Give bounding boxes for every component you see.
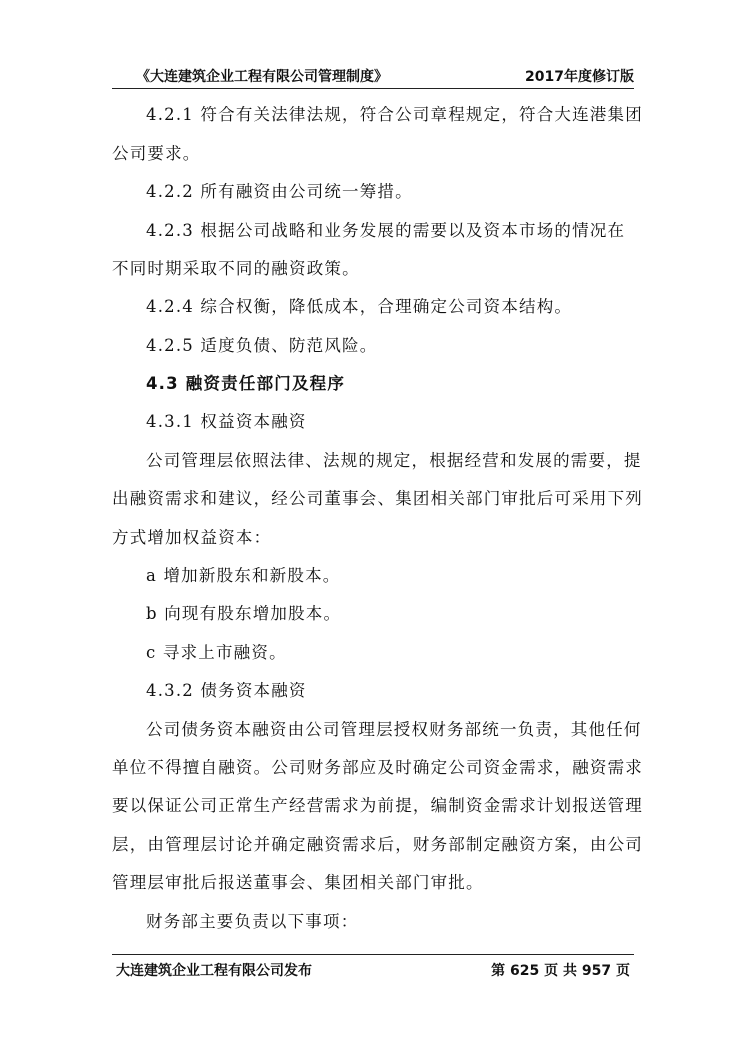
paragraph-line: 公司债务资本融资由公司管理层授权财务部统一负责，其他任何 [146,720,642,739]
paragraph-line: 4.2.4 综合权衡，降低成本，合理确定公司资本结构。 [146,297,573,316]
paragraph-line: 财务部主要负责以下事项： [146,912,359,931]
subsection-heading: 4.3.1 权益资本融资 [146,412,307,431]
header-title: 《大连建筑企业工程有限公司管理制度》 [136,69,388,85]
paragraph-line: 4.2.5 适度负债、防范风险。 [146,336,378,355]
list-item: a 增加新股东和新股本。 [146,566,341,585]
list-item: c 寻求上市融资。 [146,643,287,662]
section-heading: 4.3 融资责任部门及程序 [146,374,346,393]
paragraph-line: 出融资需求和建议，经公司董事会、集团相关部门审批后可采用下列 [112,489,643,508]
subsection-heading: 4.3.2 债务资本融资 [146,681,307,700]
paragraph-line: 层，由管理层讨论并确定融资需求后，财务部制定融资方案，由公司 [112,835,643,854]
footer-publisher: 大连建筑企业工程有限公司发布 [116,963,312,979]
list-item: b 向现有股东增加股本。 [146,604,342,623]
header-edition: 2017年度修订版 [525,69,634,85]
paragraph-line: 管理层审批后报送董事会、集团相关部门审批。 [112,873,484,892]
page-header [112,66,634,86]
paragraph-line: 公司管理层依照法律、法规的规定，根据经营和发展的需要，提 [146,451,642,470]
paragraph-line: 要以保证公司正常生产经营需求为前提，编制资金需求计划报送管理 [112,796,643,815]
footer-page-number: 第 625 页 共 957 页 [491,963,630,979]
paragraph-line: 公司要求。 [112,144,201,163]
paragraph-line: 4.2.2 所有融资由公司统一筹措。 [146,182,413,201]
paragraph-line: 方式增加权益资本： [112,528,272,547]
footer-divider [112,954,634,955]
header-divider [112,88,634,89]
paragraph-line: 4.2.1 符合有关法律法规，符合公司章程规定，符合大连港集团 [146,105,643,124]
paragraph-line: 不同时期采取不同的融资政策。 [112,259,360,278]
paragraph-line: 单位不得擅自融资。公司财务部应及时确定公司资金需求，融资需求 [112,758,643,777]
paragraph-line: 4.2.3 根据公司战略和业务发展的需要以及资本市场的情况在 [146,221,626,240]
